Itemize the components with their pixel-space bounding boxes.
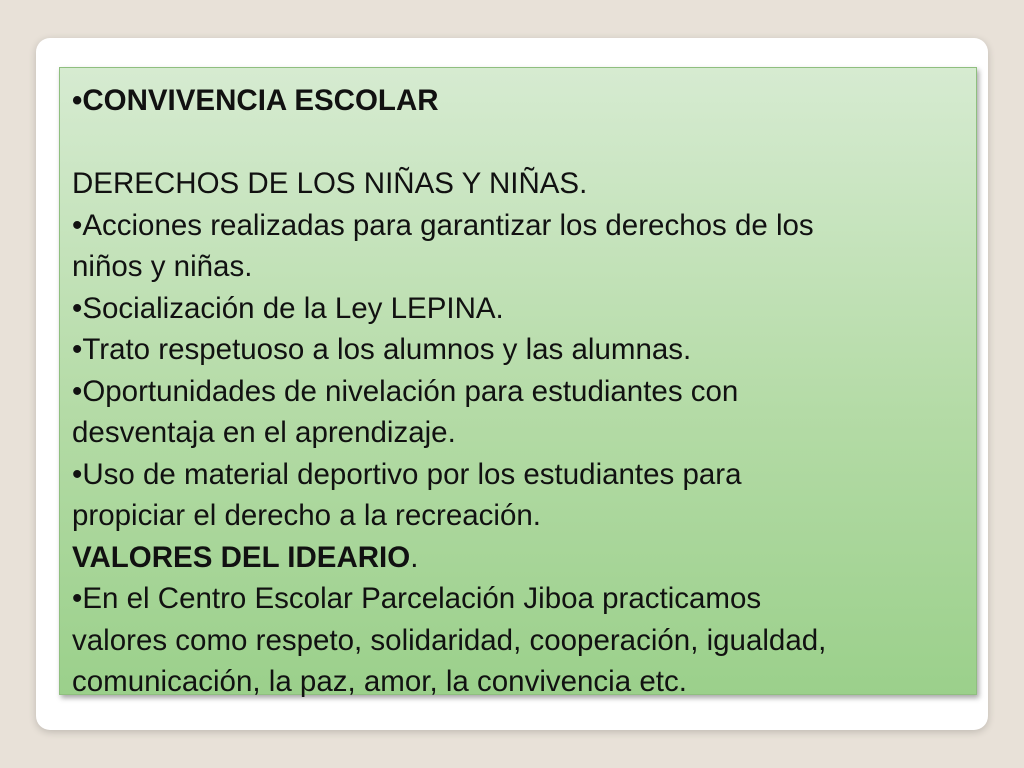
bullet-values-cont-1: valores como respeto, solidaridad, cooperación, igualdad, (72, 623, 827, 657)
values-heading (72, 537, 976, 579)
bullet-lepina: •Socialización de la Ley LEPINA. (72, 291, 504, 325)
bullet-leveling: •Oportunidades de nivelación para estudiantes con (72, 374, 739, 408)
bullet-leveling-cont: desventaja en el aprendizaje. (72, 416, 456, 449)
values-heading-period: . (410, 540, 419, 574)
bullet-sports-cont: propiciar el derecho a la recreación. (72, 499, 541, 532)
values-heading-text: VALORES DEL IDEARIO (72, 540, 411, 574)
bullet-values-cont-2: comunicación, la paz, amor, la convivencia etc. (72, 665, 687, 698)
bullet-sports: •Uso de material deportivo por los estudiantes para (72, 457, 742, 491)
bullet-actions: •Acciones realizadas para garantizar los derechos de los (72, 208, 814, 242)
section-title: •CONVIVENCIA ESCOLAR (72, 84, 439, 117)
blank-line (72, 122, 976, 164)
rights-heading: DERECHOS DE LOS NIÑAS Y NIÑAS. (72, 167, 588, 200)
bullet-actions-cont: niños y niñas. (72, 250, 253, 283)
bullet-values: •En el Centro Escolar Parcelación Jiboa practicamos (72, 582, 762, 615)
content-box (59, 67, 977, 698)
bullet-respect: •Trato respetuoso a los alumnos y las alumnas. (72, 333, 692, 366)
